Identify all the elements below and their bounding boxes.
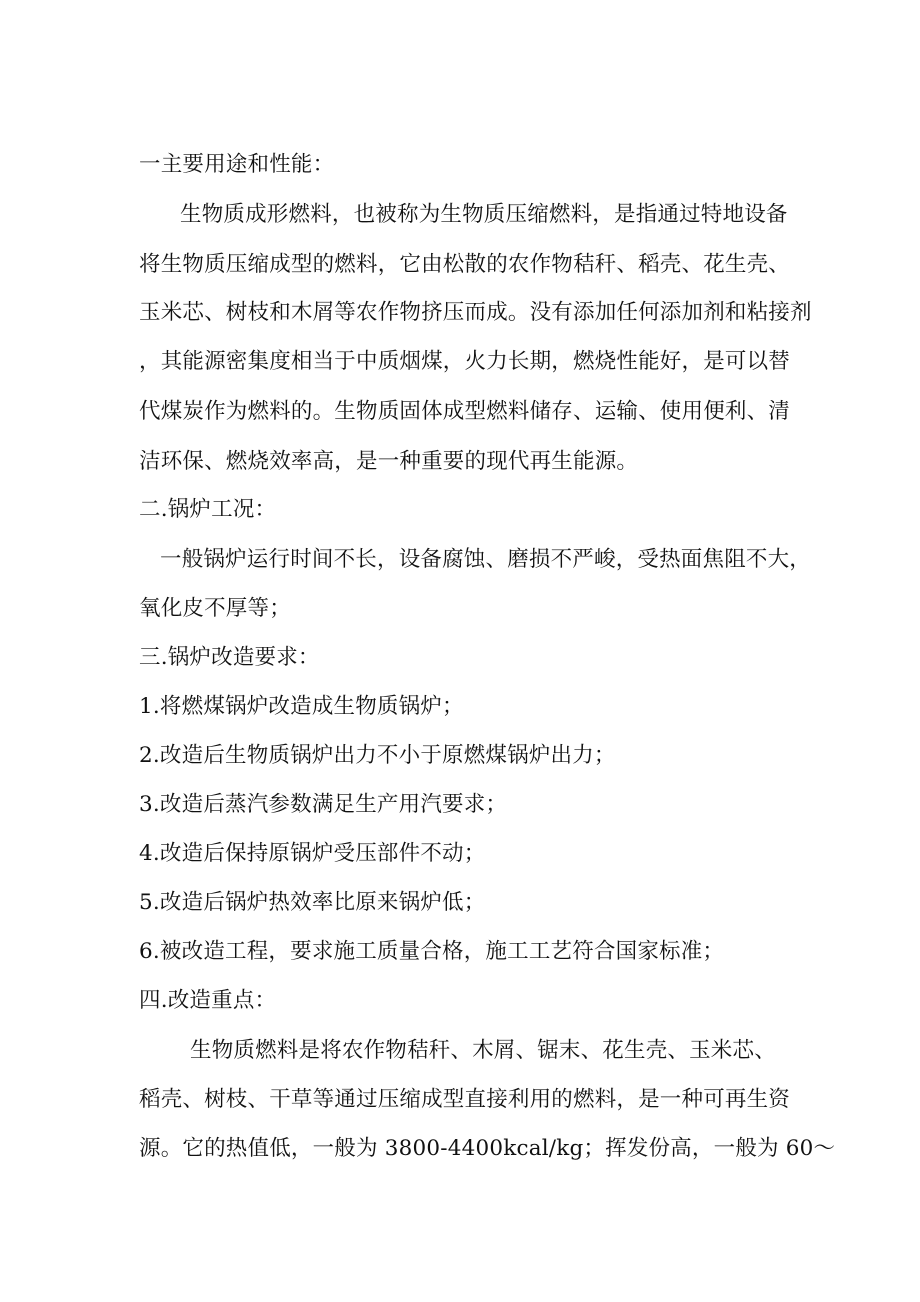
- paragraph-line: 代煤炭作为燃料的。生物质固体成型燃料储存、运输、使用便利、清: [139, 399, 791, 424]
- paragraph-line: 生物质燃料是将农作物秸秆、木屑、锯末、花生壳、玉米芯、: [190, 1038, 776, 1063]
- list-item: 4.改造后保持原锅炉受压部件不动；: [139, 841, 486, 866]
- paragraph-line: 将生物质压缩成型的燃料，它由松散的农作物秸秆、稻壳、花生壳、: [139, 252, 791, 277]
- list-item: 3.改造后蒸汽参数满足生产用汽要求；: [139, 792, 508, 817]
- paragraph-line: 洁环保、燃烧效率高，是一种重要的现代再生能源。: [139, 449, 639, 474]
- section-heading-boiler-condition: 二.锅炉工况：: [139, 497, 277, 522]
- paragraph-line: 一般锅炉运行时间不长，设备腐蚀、磨损不严峻，受热面焦阻不大，: [160, 547, 812, 572]
- section-heading-retrofit-requirements: 三.锅炉改造要求：: [139, 645, 320, 670]
- paragraph-line: 玉米芯、树枝和木屑等农作物挤压而成。没有添加任何添加剂和粘接剂: [139, 300, 812, 325]
- section-heading-usage: 一主要用途和性能：: [139, 152, 335, 177]
- list-item: 6.被改造工程，要求施工质量合格，施工工艺符合国家标准；: [139, 939, 725, 964]
- paragraph-line: ，其能源密集度相当于中质烟煤，火力长期，燃烧性能好，是可以替: [139, 349, 791, 374]
- list-item: 5.改造后锅炉热效率比原来锅炉低；: [139, 890, 486, 915]
- paragraph-line: 生物质成形燃料，也被称为生物质压缩燃料，是指通过特地设备: [180, 202, 788, 227]
- list-item: 2.改造后生物质锅炉出力不小于原燃煤锅炉出力；: [139, 743, 616, 768]
- section-heading-retrofit-focus: 四.改造重点：: [139, 988, 277, 1013]
- paragraph-line: 氧化皮不厚等；: [139, 596, 291, 621]
- paragraph-line: 源。它的热值低，一般为 3800-4400kcal/kg；挥发份高，一般为 60～: [139, 1136, 836, 1161]
- paragraph-line: 稻壳、树枝、干草等通过压缩成型直接利用的燃料，是一种可再生资: [139, 1087, 791, 1112]
- list-item: 1.将燃煤锅炉改造成生物质锅炉；: [139, 694, 464, 719]
